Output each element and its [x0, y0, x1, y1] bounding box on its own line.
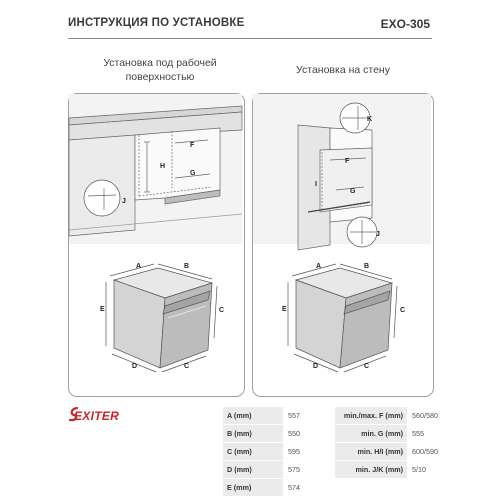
dim-label-j-wall: J [376, 231, 380, 238]
spec-row [223, 407, 457, 425]
spec-value: 574 [284, 479, 335, 497]
spec-key-secondary [335, 479, 408, 497]
spec-value-secondary: 600/590 [408, 443, 457, 461]
dim-label-c: C [219, 307, 225, 314]
section-title-wall: Установка на стену [296, 64, 390, 76]
spec-row [223, 479, 457, 497]
spec-value-secondary: 555 [408, 425, 457, 443]
oven-dimension-drawing-left [106, 264, 217, 372]
document-title: ИНСТРУКЦИЯ ПО УСТАНОВКЕ [68, 17, 245, 29]
dim-label-c-wall: C [400, 307, 406, 314]
spec-value: 550 [284, 425, 335, 443]
dim-label-i: I [315, 181, 317, 188]
brand-logo: EXITER [74, 409, 120, 423]
spec-value-secondary: 5/10 [408, 461, 457, 479]
dim-label-g-wall: G [350, 188, 356, 195]
spec-value: 595 [284, 443, 335, 461]
undercounter-cabinet-drawing [69, 94, 242, 244]
dim-label-d-wall: D [313, 363, 319, 370]
dim-label-h: H [160, 163, 166, 170]
spec-row [223, 443, 457, 461]
dim-label-b: B [184, 263, 190, 270]
dim-label-a-wall: A [316, 263, 322, 270]
dim-label-g: G [190, 170, 196, 177]
dim-label-f-wall: F [345, 158, 350, 165]
spec-key: D (mm) [223, 461, 284, 479]
dim-label-d: D [132, 363, 138, 370]
spec-value: 575 [284, 461, 335, 479]
specifications-table [222, 406, 457, 497]
spec-key: E (mm) [223, 479, 284, 497]
model-number: EXO-305 [380, 17, 430, 31]
spec-value-secondary: 560/580 [408, 407, 457, 425]
spec-key: A (mm) [223, 407, 284, 425]
dim-label-e: E [100, 306, 105, 313]
spec-key-secondary: min. H/I (mm) [335, 443, 408, 461]
dim-label-k: K [367, 116, 373, 123]
wall-cabinet-drawing [253, 94, 431, 250]
spec-key-secondary: min. J/K (mm) [335, 461, 408, 479]
dim-label-c-bottom: C [184, 363, 190, 370]
spec-row [223, 461, 457, 479]
dim-label-b-wall: B [364, 263, 370, 270]
dim-label-c-bottom-wall: C [364, 363, 370, 370]
spec-key-secondary: min./max. F (mm) [335, 407, 408, 425]
dim-label-j: J [122, 198, 126, 205]
dim-label-f: F [190, 142, 195, 149]
spec-value: 557 [284, 407, 335, 425]
section-title-line-2: поверхностью [125, 71, 195, 83]
dim-label-a: A [136, 263, 142, 270]
section-title-line-1: Установка под рабочей [103, 57, 217, 69]
spec-key-secondary: min. G (mm) [335, 425, 408, 443]
spec-key: B (mm) [223, 425, 284, 443]
dim-label-e-wall: E [282, 306, 287, 313]
spec-value-secondary [408, 479, 457, 497]
spec-key: C (mm) [223, 443, 284, 461]
oven-dimension-drawing-right [288, 264, 397, 372]
spec-row [223, 425, 457, 443]
